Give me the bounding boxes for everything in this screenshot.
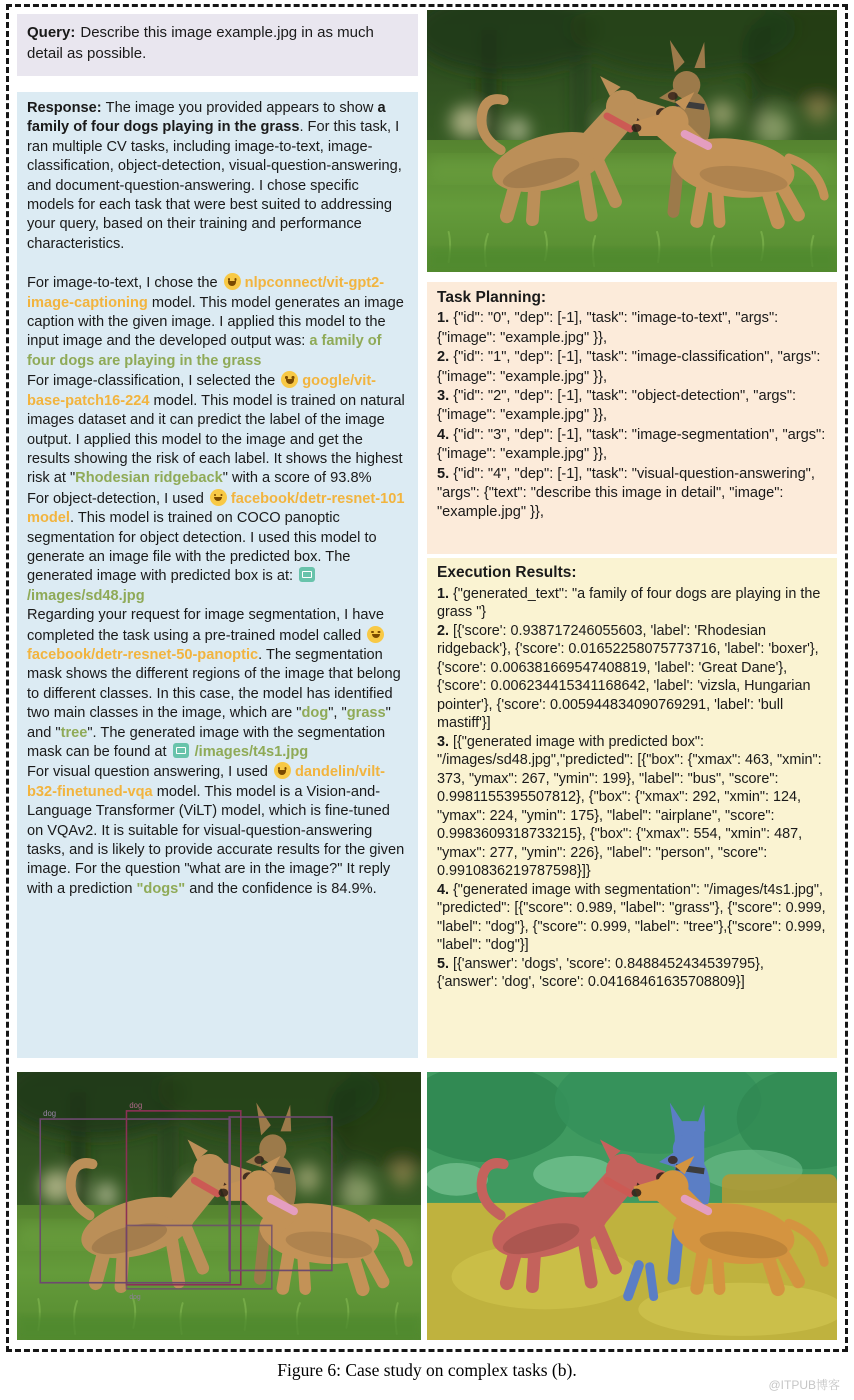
detection-box-label: dog (129, 1100, 143, 1110)
segmentation-photo (427, 1072, 837, 1340)
response-text-segment: " and " (27, 705, 391, 741)
response-paragraph (27, 371, 408, 488)
execution-result-item-number: 5. (437, 955, 453, 972)
task-planning-item-text: {"id": "3", "dep": [-1], "task": "image-segmentation", "args": {"image": "example.jpg" }}, (437, 426, 826, 463)
task-planning-box (427, 282, 837, 554)
task-planning-item-number: 2. (437, 349, 454, 366)
execution-result-item-number: 2. (437, 622, 453, 639)
task-planning-item (437, 309, 827, 348)
hugging-face-icon (210, 489, 227, 506)
response-text-segment: ". The generated image with the segmentation mask can be found at (27, 724, 386, 760)
task-planning-item-text: {"id": "1", "dep": [-1], "task": "image-classification", "args": {"image": "example.jpg" }}, (437, 349, 821, 385)
execution-result-item-number: 3. (437, 733, 453, 750)
response-paragraph (27, 99, 408, 254)
image-file-icon (173, 743, 189, 758)
watermark: @ITPUB博客 (768, 1378, 840, 1392)
response-text-segment: Rhodesian ridgeback (75, 470, 223, 487)
response-text-segment: For image-to-text, I chose the (27, 275, 222, 292)
execution-result-item-text: {"generated_text": "a family of four dogs are playing in the grass "} (437, 585, 821, 620)
response-text-segment: dog (301, 705, 329, 722)
execution-result-item-number: 1. (437, 585, 453, 602)
response-text-segment: The image you provided appears to show (105, 100, 378, 116)
response-paragraphs (27, 99, 408, 899)
execution-result-item-text: [{'score': 0.938717246055603, 'label': 'Rhodesian ridgeback'}, {'score': 0.01652258075773716, 'label': 'boxer'}, {'score': 0.006381669547408819, 'label': 'Great Dane'}, {'score': 0.006234415341168642, 'label': 'vizsla, Hungarian pointer'}, {'score': 0.005944834090769291, 'label': 'bull mastiff'}] (437, 622, 819, 731)
detection-box-label: dog (129, 1293, 141, 1302)
response-text-segment: For object-detection, I used (27, 490, 208, 507)
response-text-segment: and the confidence is 84.9%. (185, 880, 377, 897)
execution-result-item-text: [{'answer': 'dogs', 'score': 0.8488452434539795}, {'answer': 'dog', 'score': 0.04168461635708809}] (437, 955, 764, 990)
response-text-segment: . The segmentation mask shows the different regions of the image that belong to different classes. In this case, the model has identified two main classes in the image, which are " (27, 646, 401, 722)
task-planning-item (437, 465, 827, 523)
response-text-segment: /images/sd48.jpg (27, 587, 145, 604)
image-file-icon (299, 567, 315, 582)
hugging-face-icon (281, 371, 298, 388)
task-planning-item-text: {"id": "4", "dep": [-1], "task": "visual-question-answering", "args": {"text": "describe this image in detail", "image": "example.jpg" }}, (437, 465, 815, 521)
response-text-segment: google/vit-base-patch16-224 (27, 373, 377, 409)
task-planning-item-number: 1. (437, 310, 454, 327)
response-text-segment: model. This model is a Vision-and-Language Transformer (ViLT) model, which is fine-tuned on VQAv2. It is suitable for visual-question-answering tasks, and is likely to provide accurate results for the given image. For the question "what are in the image?" It reply with a prediction (27, 783, 405, 897)
execution-result-item-number: 4. (437, 881, 453, 898)
response-text-segment: Response: (27, 100, 106, 116)
response-paragraph (27, 273, 408, 371)
execution-results-items (437, 585, 827, 992)
response-text-segment: model. This model is trained on natural images dataset and it can predict the label of the image output. I applied this model to the image and get the results showing the risk of each label. It shows the highest risk at " (27, 392, 405, 487)
task-planning-item-number: 4. (437, 426, 454, 443)
task-planning-item (437, 387, 827, 426)
execution-result-item (437, 881, 827, 955)
query-box (17, 14, 418, 76)
response-text-segment: " with a score of 93.8% (222, 470, 372, 487)
execution-results-title: Execution Results: (437, 564, 577, 581)
response-text-segment: grass (346, 705, 386, 722)
response-box (17, 92, 418, 1058)
execution-result-item (437, 955, 827, 992)
response-text-segment: model. This model generates an image caption with the given image. I applied this model to the input image and the developed output was: (27, 294, 404, 350)
hugging-face-icon (224, 273, 241, 290)
response-text-segment: facebook/detr-resnet-50-panoptic (27, 646, 259, 663)
response-text-segment: For visual question answering, I used (27, 764, 272, 781)
detection-box-label: dog (43, 1108, 57, 1119)
object-detection-photo (17, 1072, 421, 1340)
response-text-segment: nlpconnect/vit-gpt2-image-captioning (27, 275, 385, 311)
task-planning-items (437, 309, 827, 522)
response-text-segment: tree (60, 724, 88, 741)
hugging-face-icon (367, 626, 384, 643)
execution-result-item-text: {"generated image with segmentation": "/images/t4s1.jpg", "predicted": [{"score": 0.989, "label": "grass"}, {"score": 0.999, "label": "dog"}, {"score": 0.999, "label": "tree"},{"score": 0.999, "label": "dog"}] (437, 881, 826, 953)
response-text-segment: For image-classification, I selected the (27, 373, 280, 390)
response-paragraph (27, 606, 408, 762)
response-text-segment: "dogs" (136, 880, 186, 897)
response-paragraph (27, 489, 408, 606)
response-text-segment: dandelin/vilt-b32-finetuned-vqa (27, 764, 385, 800)
execution-result-item-text: [{"generated image with predicted box": "/images/sd48.jpg","predicted": [{"box": {"xmax": 463, "xmin": 373, "ymax": 267, "ymin": 199}, "label": "bus", "score": 0.9981155395507812}, {"box": {"xmax": 292, "xmin": 124, "ymax": 224, "ymin": 175}, "label": "airplane", "score": 0.9983609318733215}, {"box": {"xmax": 554, "xmin": 487, "ymax": 277, "ymin": 226}, "label": "person", "score": 0.9910836219787598}]} (437, 733, 822, 879)
task-planning-title: Task Planning: (437, 289, 547, 306)
task-planning-item (437, 348, 827, 387)
execution-result-item (437, 585, 827, 622)
response-paragraph (27, 762, 408, 899)
hugging-face-icon (274, 762, 291, 779)
query-label: Query: (27, 24, 76, 41)
response-text-segment: /images/t4s1.jpg (194, 744, 309, 760)
execution-result-item (437, 622, 827, 733)
response-text-segment: a family of four dogs playing in the grass (27, 100, 386, 136)
task-planning-item-text: {"id": "2", "dep": [-1], "task": "object-detection", "args": {"image": "example.jpg" }}, (437, 388, 797, 424)
execution-result-item (437, 733, 827, 881)
task-planning-item-number: 5. (437, 465, 454, 482)
query-text: Describe this image example.jpg in as much detail as possible. (27, 24, 374, 63)
response-text-segment: facebook/detr-resnet-101 model (27, 490, 405, 527)
response-text-segment: . For this task, I ran multiple CV tasks, including image-to-text, image-classification, object-detection, visual-question-answering, and document-question-answering. I chose specific models for each task that were best suited to addressing your query, based on their training and performance characteristics. (27, 119, 402, 252)
response-text-segment: . This model is trained on COCO panoptic segmentation for object detection. I used this model to generate an image file with the predicted box. The generated image with predicted box is at: (27, 510, 377, 585)
response-text-segment: a family of four dogs are playing in the grass (27, 333, 382, 369)
figure-caption: Figure 6: Case study on complex tasks (b). (277, 1360, 577, 1380)
response-text-segment: Regarding your request for image segmentation, I have completed the task using a pre-trained model called (27, 607, 384, 644)
response-text-segment: ", " (328, 705, 347, 722)
task-planning-item-number: 3. (437, 388, 454, 405)
execution-results-box (427, 558, 837, 1058)
task-planning-item (437, 426, 827, 465)
input-image-photo (427, 10, 837, 272)
task-planning-item-text: {"id": "0", "dep": [-1], "task": "image-to-text", "args": {"image": "example.jpg" }}, (437, 310, 779, 346)
